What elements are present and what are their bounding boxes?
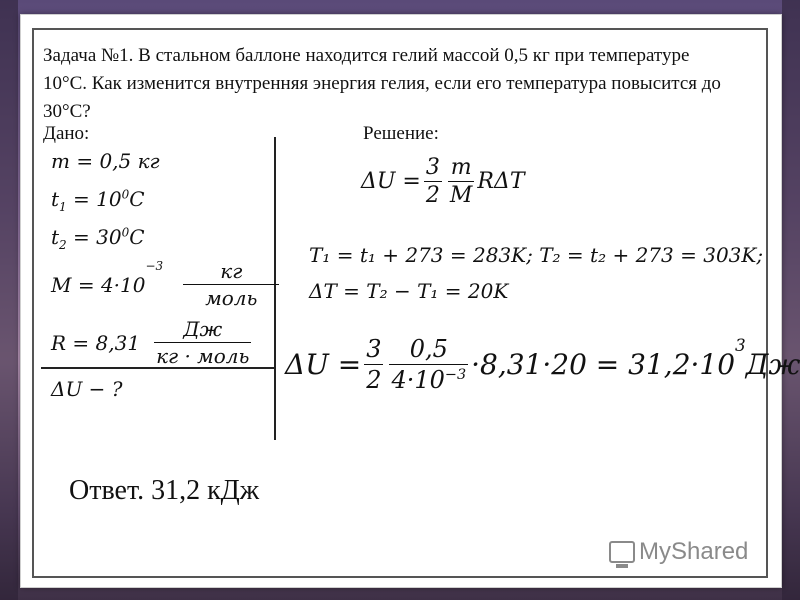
formula-internal-energy: ΔU = $\frac{3}{2}$ $\frac{m}{M}$ RΔT <box>361 155 525 208</box>
solution-label: Решение: <box>363 123 439 144</box>
result-equation: ΔU = $\frac{3}{2}$ $\frac{0,5}{4\cdot 10^{-3}}$ ·8,31·20 = 31,2·10 $^3$ Дж <box>285 335 800 394</box>
temperature-conversion: T₁ = t₁ + 273 = 283K; T₂ = t₂ + 273 = 303K; <box>309 243 764 267</box>
given-t1: $t_1 = 10^0C$ <box>51 187 145 214</box>
given-molar-mass: M = 4·10 $^{-3}$ $\frac{кг}{\text{моль}}$ <box>51 259 282 310</box>
projector-icon <box>609 541 635 563</box>
background-tree <box>0 0 18 600</box>
background-tree <box>782 0 800 600</box>
given-mass: m = 0,5 кг <box>51 149 160 173</box>
given-gas-constant: R = 8,31 $\frac{Дж}{\text{кг · моль}}$ <box>51 317 250 368</box>
slide <box>20 14 800 588</box>
find-delta-u: ΔU − ? <box>51 377 123 401</box>
given-label: Дано: <box>43 123 90 144</box>
answer: Ответ. 31,2 кДж <box>69 475 260 506</box>
task-statement: Задача №1. В стальном баллоне находится гелий массой 0,5 кг при температуре 10°С. Как изменится внутренняя энергия гелия, если его температура повысится до 30°С? <box>43 45 721 122</box>
watermark-logo: MyShared <box>609 538 748 566</box>
temperature-difference: ΔT = T₂ − T₁ = 20K <box>309 279 509 303</box>
given-t2: $t_2 = 30^0C$ <box>51 225 145 252</box>
